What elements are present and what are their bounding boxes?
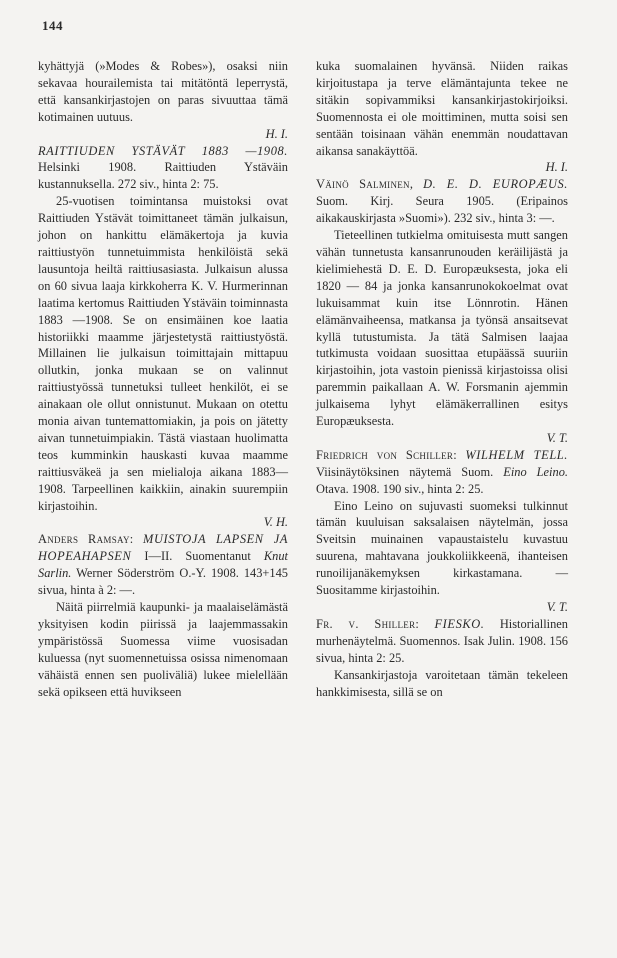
review-signature: H. I. — [265, 126, 288, 141]
review-body: Näitä piirrelmiä kaupunki- ja maalaiselämästä yksityisen kodin piirissä ja laajemmassakin ympäristössä Suomessa viime vuosisadan kuluessa (nyt suomennetuissa osissa nimenomaan vähäistä ennen sen puoliväliä) lukee mielellään sekä opikseen että huvikseen — [38, 600, 288, 699]
review-body: Tieteellinen tutkielma omituisesta mutt sangen vähän tunnetusta kansanrunouden keräilijästä ja kielimiehestä D. E. D. Europæuksesta, joka eli 1820 — 84 ja jonka kansanrunokokoelmat ovat lukuisammat kuin itse Lönnrotin. Hänen elämänvaiheensa, matkansa ja työnsä ansaitsevat kyllä tutustumista. Ja tätä Salmisen laajaa tutkimusta voidaan suosittaa etupäässä suuriin kirjastoihin, jota vastoin pienissä kirjastoissa olisi paremmin paikallaan A. W. Forsmanin ajemmin julkaisema lyhyt elämäkerrallinen esitys Europæuksesta. — [316, 228, 568, 429]
review-body: Eino Leino on sujuvasti suomeksi tulkinnut tämän kuuluisan saksalaisen näytelmän, jossa Sveitsin muinainen vapaustaistelu kuvastuu suurena, mahtavana joukkoliikkeenä, ihanteisen runoilijanäkemyksen kirkastamana. — Suositamme kirjastoihin. — [316, 498, 568, 598]
book-author: Friedrich von Schiller: — [316, 447, 457, 462]
book-title: WILHELM TELL. — [465, 447, 568, 462]
review-heading-fiesko — [316, 616, 568, 667]
review-continuation: kyhättyjä (»Modes & Robes»), osaksi niin sekavaa hourailemista tai mitätöntä leperrystä, että kansankirjastojen on paras sivuuttaa tämä kotimainen uutuus. — [38, 59, 288, 124]
review-heading-raittiuden — [38, 143, 288, 194]
book-title: RAITTIUDEN YSTÄVÄT 1883 —1908. — [38, 143, 288, 158]
left-column — [38, 58, 288, 700]
book-meta: Helsinki 1908. Raittiuden Ystäväin kustannuksella. 272 siv., hinta 2: 75. — [38, 160, 288, 192]
book-title: MUISTOJA LAPSEN JA HOPEAHAPSEN — [38, 532, 289, 564]
review-signature: V. T. — [546, 430, 568, 445]
book-meta: Historiallinen murhenäytelmä. Suomennos. Isak Julin. 1908. 156 sivua, hinta 2: 25. — [316, 616, 568, 665]
book-title: FIESKO. — [434, 616, 485, 631]
book-author: Väinö Salminen, — [316, 177, 414, 192]
review-heading-muistoja — [38, 531, 288, 599]
book-author: Anders Ramsay: — [38, 532, 134, 547]
book-volumes: I—II. — [144, 549, 173, 564]
book-translator: Knut Sarlin. — [38, 549, 288, 581]
review-signature: H. I. — [545, 160, 568, 175]
book-meta: Werner Söderström O.-Y. 1908. 143+145 sivua, hinta à 2: —. — [38, 566, 288, 598]
translator-prefix: Suomentanut — [185, 549, 251, 564]
book-meta: Viisinäytöksinen näytemä Suom. — [316, 464, 494, 479]
review-signature: V. H. — [263, 515, 288, 530]
review-signature: V. T. — [546, 600, 568, 614]
book-meta: Suom. Kirj. Seura 1905. (Eripainos aikakauskirjasta »Suomi»). 232 siv., hinta 3: —. — [316, 194, 568, 226]
review-body: 25-vuotisen toimintansa muistoksi ovat Raittiuden Ystävät toimittaneet tämän julkaisun, johon on hankittu elämäkertoja ja kuvia raittiustyön tunnetuimmista henkilöistä sekä lausuntoja heiltä raittiusasiasta. Julkaisun alussa on 60 sivua laaja kirkkoherra K. V. Hurmerinnan laatima kertomus Raittiuden Ystäväin toiminnasta 1883 —1908. Se on ensimäinen koe laatia historiikki maamme järjestetystä raittiustyöstä. Millainen lie julkaisun toimittajain mittapuu ollutkin, jonka mukaan se on valinnut raittiustyössä tunnetuksi tulleet henkilöt, ei se ainakaan ole ollut onnistunut. Mukaan on otettu monia aivan tuntemattomiakin, ja pois on jätetty aivan tunnetuimpiakin. Tästä viastaan huolimatta teos kumminkin hauskasti kuvaa maamme raittiusväkeä ja sen mielialoja aikana 1883—1908. Tarpeellinen kaikkiin, ainakin suurempiin kirjastoihin. — [38, 194, 288, 513]
book-translator: Eino Leino. — [503, 464, 568, 479]
review-continuation: kuka suomalainen hyvänsä. Niiden raikas kirjoitustapa ja terve elämäntajunta tekee ne sitäkin sopivammiksi kansankirjastokirjoiksi. Suomennosta ei ole moittiminen, mutta soisi sen sentään toisinaan vähän enemmän noudattavan aikansa sanakäyttöä. — [316, 59, 568, 158]
page-number: 144 — [42, 18, 63, 33]
review-body: Kansankirjastoja varoitetaan tämän tekeleen hankkimisesta, sillä se on — [316, 667, 568, 699]
review-heading-wilhelm-tell — [316, 447, 568, 498]
right-column — [316, 58, 568, 700]
book-title: D. E. D. EUROPÆUS. — [423, 177, 568, 192]
book-meta: Otava. 1908. 190 siv., hinta 2: 25. — [316, 481, 484, 496]
review-heading-europaeus — [316, 176, 568, 227]
book-author: Fr. v. Shiller: — [316, 616, 420, 631]
